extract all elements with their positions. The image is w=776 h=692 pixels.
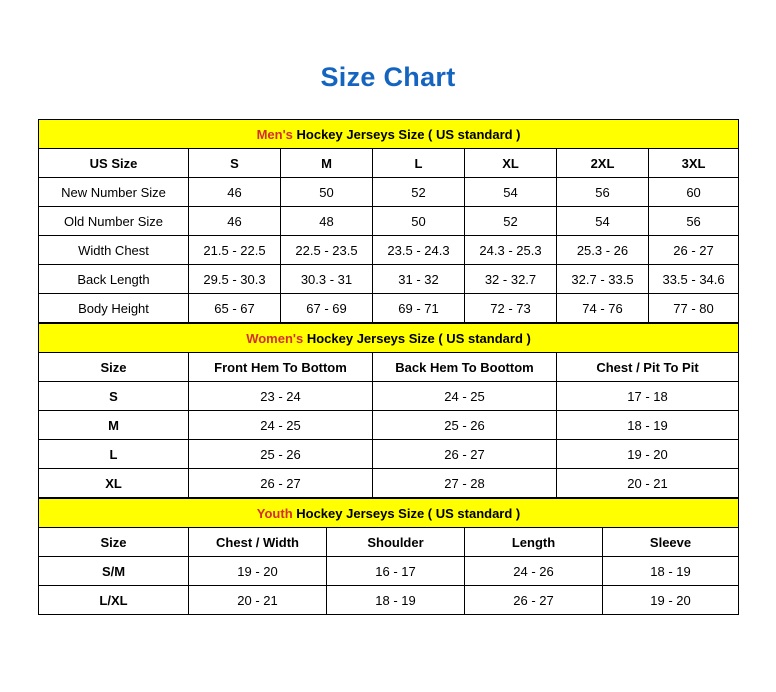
- womens-col-1: Front Hem To Bottom: [189, 353, 373, 382]
- youth-col-3: Length: [465, 528, 603, 557]
- mens-col-0: US Size: [39, 149, 189, 178]
- womens-row-2-label: L: [39, 440, 189, 469]
- mens-section-rest: Hockey Jerseys Size ( US standard ): [292, 126, 521, 142]
- youth-section-header-row: [39, 499, 739, 528]
- mens-row-1-label: Old Number Size: [39, 207, 189, 236]
- womens-col-2: Back Hem To Boottom: [373, 353, 557, 382]
- mens-row-3-val-3: 32 - 32.7: [465, 265, 557, 294]
- page-title: Size Chart: [320, 62, 456, 92]
- mens-row-3-label: Back Length: [39, 265, 189, 294]
- mens-row-2-val-5: 26 - 27: [649, 236, 739, 265]
- mens-row-2-val-0: 21.5 - 22.5: [189, 236, 281, 265]
- mens-row-3-val-1: 30.3 - 31: [281, 265, 373, 294]
- mens-row-2-val-2: 23.5 - 24.3: [373, 236, 465, 265]
- mens-section-accent: Men's: [256, 126, 293, 142]
- womens-row-1-val-1: 25 - 26: [373, 411, 557, 440]
- mens-row-1-val-4: 54: [557, 207, 649, 236]
- womens-row-0-val-1: 24 - 25: [373, 382, 557, 411]
- youth-row-0-val-1: 16 - 17: [327, 557, 465, 586]
- womens-row-0-val-0: 23 - 24: [189, 382, 373, 411]
- mens-row-0-label: New Number Size: [39, 178, 189, 207]
- youth-col-1: Chest / Width: [189, 528, 327, 557]
- table-row: [39, 294, 739, 323]
- table-row: [39, 178, 739, 207]
- youth-size-table: [38, 498, 739, 615]
- womens-row-3-label: XL: [39, 469, 189, 498]
- mens-row-4-val-2: 69 - 71: [373, 294, 465, 323]
- womens-row-3-val-0: 26 - 27: [189, 469, 373, 498]
- youth-section-header: [39, 499, 739, 528]
- mens-section-header: [39, 120, 739, 149]
- youth-row-1-label: L/XL: [39, 586, 189, 615]
- mens-row-4-val-0: 65 - 67: [189, 294, 281, 323]
- mens-row-2-val-1: 22.5 - 23.5: [281, 236, 373, 265]
- table-row: [39, 382, 739, 411]
- table-row: [39, 586, 739, 615]
- mens-col-1: S: [189, 149, 281, 178]
- mens-row-3-val-4: 32.7 - 33.5: [557, 265, 649, 294]
- womens-row-2-val-2: 19 - 20: [557, 440, 739, 469]
- mens-row-0-val-4: 56: [557, 178, 649, 207]
- mens-row-4-val-4: 74 - 76: [557, 294, 649, 323]
- womens-row-3-val-1: 27 - 28: [373, 469, 557, 498]
- womens-row-1-val-0: 24 - 25: [189, 411, 373, 440]
- womens-section-header: [39, 324, 739, 353]
- table-row: [39, 207, 739, 236]
- womens-section-header-row: [39, 324, 739, 353]
- youth-row-0-val-2: 24 - 26: [465, 557, 603, 586]
- womens-row-2-val-0: 25 - 26: [189, 440, 373, 469]
- youth-section-rest: Hockey Jerseys Size ( US standard ): [292, 505, 521, 521]
- mens-row-2-val-4: 25.3 - 26: [557, 236, 649, 265]
- mens-row-4-label: Body Height: [39, 294, 189, 323]
- mens-col-3: L: [373, 149, 465, 178]
- mens-row-2-label: Width Chest: [39, 236, 189, 265]
- mens-col-2: M: [281, 149, 373, 178]
- youth-column-header-row: [39, 528, 739, 557]
- womens-row-2-val-1: 26 - 27: [373, 440, 557, 469]
- mens-row-4-val-5: 77 - 80: [649, 294, 739, 323]
- mens-column-header-row: [39, 149, 739, 178]
- youth-section-accent: Youth: [256, 505, 293, 521]
- youth-col-4: Sleeve: [603, 528, 739, 557]
- mens-row-0-val-2: 52: [373, 178, 465, 207]
- mens-row-3-val-0: 29.5 - 30.3: [189, 265, 281, 294]
- mens-row-0-val-1: 50: [281, 178, 373, 207]
- mens-section-header-row: [39, 120, 739, 149]
- mens-col-6: 3XL: [649, 149, 739, 178]
- youth-row-0-val-3: 18 - 19: [603, 557, 739, 586]
- youth-row-1-val-1: 18 - 19: [327, 586, 465, 615]
- womens-section-rest: Hockey Jerseys Size ( US standard ): [303, 330, 531, 346]
- table-row: [39, 440, 739, 469]
- youth-row-0-label: S/M: [39, 557, 189, 586]
- youth-row-1-val-2: 26 - 27: [465, 586, 603, 615]
- mens-row-3-val-2: 31 - 32: [373, 265, 465, 294]
- mens-row-0-val-0: 46: [189, 178, 281, 207]
- womens-row-1-val-2: 18 - 19: [557, 411, 739, 440]
- womens-col-3: Chest / Pit To Pit: [557, 353, 739, 382]
- table-row: [39, 557, 739, 586]
- womens-size-table: [38, 323, 739, 498]
- womens-row-0-val-2: 17 - 18: [557, 382, 739, 411]
- youth-col-2: Shoulder: [327, 528, 465, 557]
- mens-col-5: 2XL: [557, 149, 649, 178]
- youth-row-0-val-0: 19 - 20: [189, 557, 327, 586]
- youth-row-1-val-3: 19 - 20: [603, 586, 739, 615]
- table-row: [39, 236, 739, 265]
- mens-size-table: [38, 119, 739, 323]
- womens-column-header-row: [39, 353, 739, 382]
- mens-row-0-val-3: 54: [465, 178, 557, 207]
- mens-row-4-val-3: 72 - 73: [465, 294, 557, 323]
- mens-row-1-val-1: 48: [281, 207, 373, 236]
- mens-row-1-val-5: 56: [649, 207, 739, 236]
- womens-section-accent: Women's: [246, 330, 304, 346]
- mens-row-1-val-0: 46: [189, 207, 281, 236]
- mens-col-4: XL: [465, 149, 557, 178]
- womens-col-0: Size: [39, 353, 189, 382]
- table-row: [39, 265, 739, 294]
- mens-row-0-val-5: 60: [649, 178, 739, 207]
- womens-row-0-label: S: [39, 382, 189, 411]
- table-row: [39, 411, 739, 440]
- mens-row-1-val-3: 52: [465, 207, 557, 236]
- mens-row-1-val-2: 50: [373, 207, 465, 236]
- mens-row-3-val-5: 33.5 - 34.6: [649, 265, 739, 294]
- mens-row-4-val-1: 67 - 69: [281, 294, 373, 323]
- size-chart-container: [38, 119, 738, 615]
- womens-row-3-val-2: 20 - 21: [557, 469, 739, 498]
- mens-row-2-val-3: 24.3 - 25.3: [465, 236, 557, 265]
- youth-row-1-val-0: 20 - 21: [189, 586, 327, 615]
- womens-row-1-label: M: [39, 411, 189, 440]
- table-row: [39, 469, 739, 498]
- youth-col-0: Size: [39, 528, 189, 557]
